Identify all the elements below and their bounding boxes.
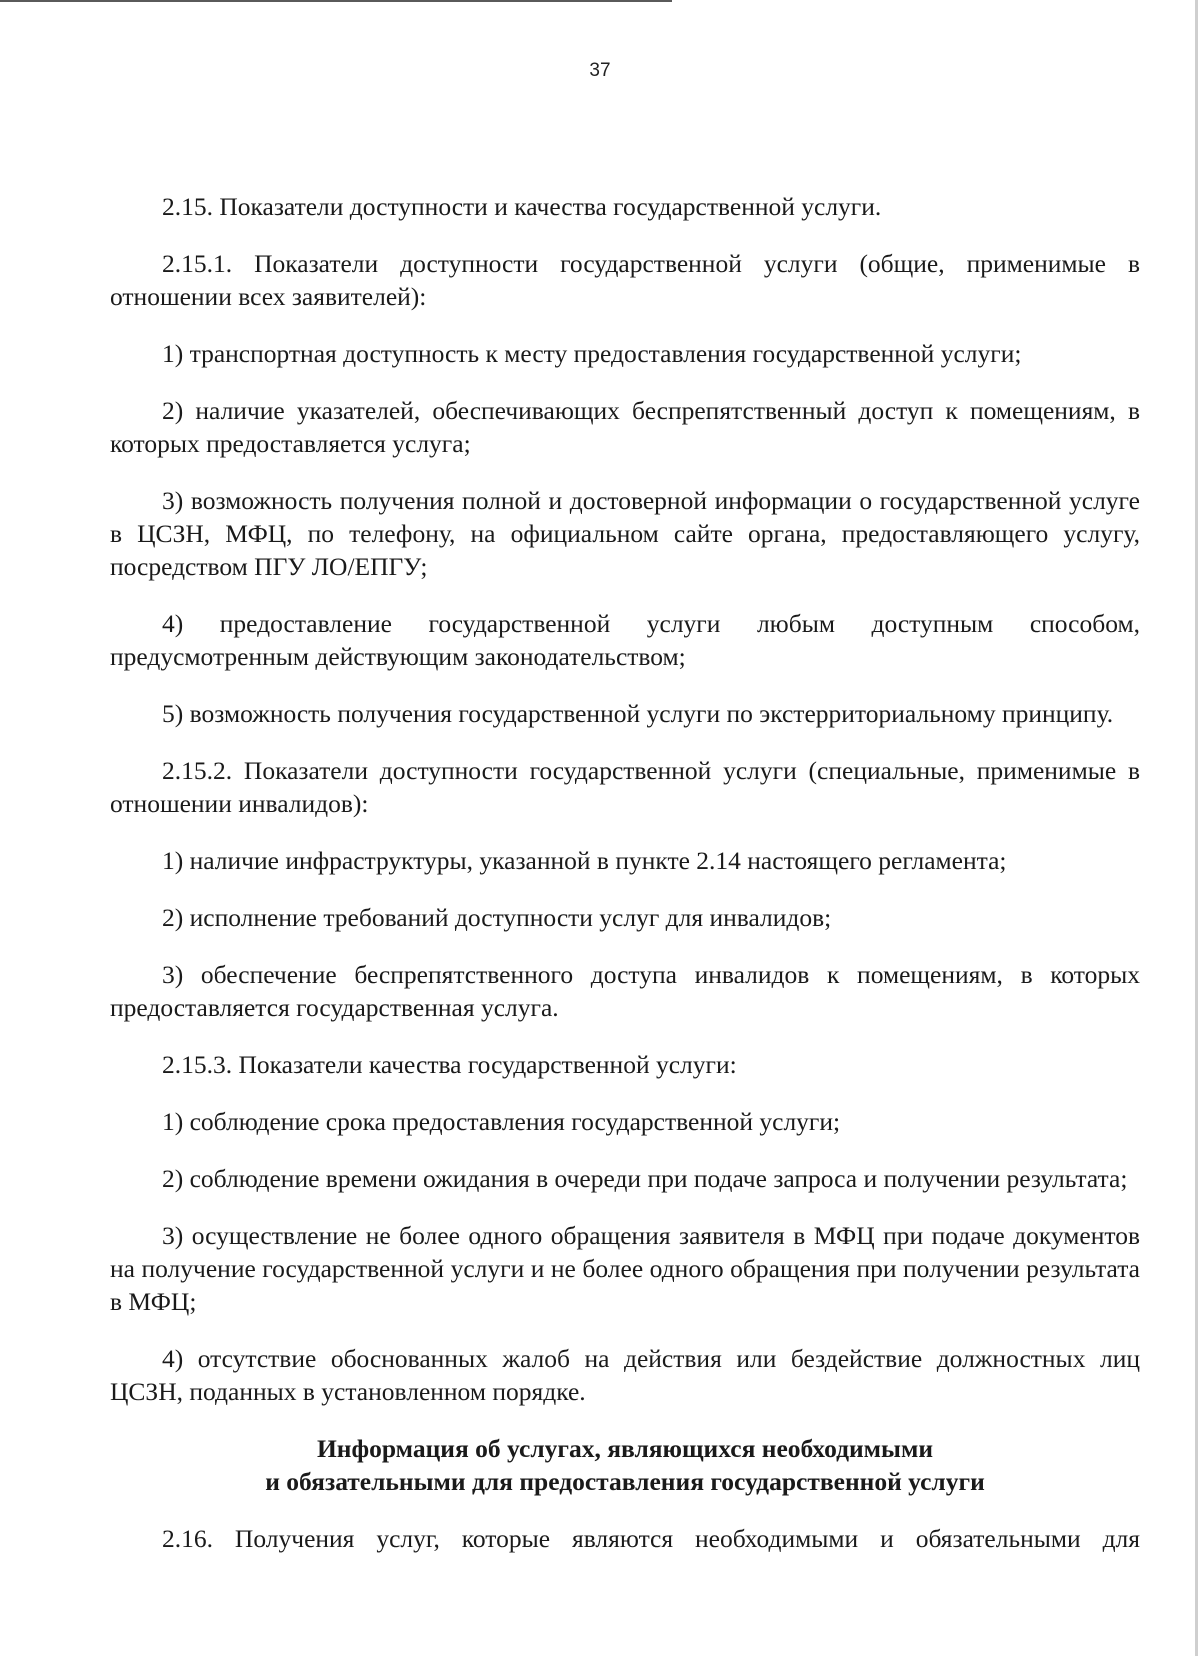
document-body (110, 190, 1140, 1579)
paragraph-2-15-3: 2.15.3. Показатели качества государственной услуги: (162, 1050, 737, 1079)
list-item-information: 3) возможность получения полной и достоверной информации о государственной услуге в ЦСЗН, МФЦ, по телефону, на официальном сайте органа, предоставляющего услугу, посредством ПГУ ЛО/ЕПГУ; (110, 486, 1140, 581)
list-item-accessibility-requirements: 2) исполнение требований доступности услуг для инвалидов; (162, 903, 832, 932)
section-heading (110, 1432, 1140, 1498)
scan-top-edge (0, 0, 672, 2)
list-item-infrastructure: 1) наличие инфраструктуры, указанной в пункте 2.14 настоящего регламента; (162, 846, 1007, 875)
list-item-unobstructed-access: 3) обеспечение беспрепятственного доступа инвалидов к помещениям, в которых предоставляется государственная услуга. (110, 960, 1140, 1022)
list-item-waiting-time: 2) соблюдение времени ожидания в очереди при подаче запроса и получении результата; (162, 1164, 1128, 1193)
list-item-transport-access: 1) транспортная доступность к месту предоставления государственной услуги; (162, 339, 1022, 368)
paragraph-2-15-1: 2.15.1. Показатели доступности государственной услуги (общие, применимые в отношении всех заявителей): (110, 249, 1140, 311)
list-item-no-complaints: 4) отсутствие обоснованных жалоб на действия или бездействие должностных лиц ЦСЗН, поданных в установленном порядке. (110, 1344, 1140, 1406)
scan-right-edge (1195, 0, 1198, 1656)
list-item-extraterritorial: 5) возможность получения государственной услуги по экстерриториальному принципу. (162, 699, 1114, 728)
section-heading-line-1: Информация об услугах, являющихся необходимыми (316, 1434, 934, 1463)
list-item-deadline: 1) соблюдение срока предоставления государственной услуги; (162, 1107, 841, 1136)
page-number: 37 (589, 60, 611, 81)
paragraph-2-15: 2.15. Показатели доступности и качества государственной услуги. (162, 192, 882, 221)
list-item-any-method: 4) предоставление государственной услуги любым доступным способом, предусмотренным действующим законодательством; (110, 609, 1140, 671)
list-item-single-visit: 3) осуществление не более одного обращения заявителя в МФЦ при подаче документов на получение государственной услуги и не более одного обращения при получении результата в МФЦ; (110, 1221, 1140, 1316)
paragraph-2-16: 2.16. Получения услуг, которые являются необходимыми и обязательными для (162, 1524, 1140, 1553)
paragraph-2-15-2: 2.15.2. Показатели доступности государственной услуги (специальные, применимые в отношении инвалидов): (110, 756, 1140, 818)
section-heading-line-2: и обязательными для предоставления государственной услуги (265, 1467, 985, 1496)
list-item-signs: 2) наличие указателей, обеспечивающих беспрепятственный доступ к помещениям, в которых предоставляется услуга; (110, 396, 1140, 458)
